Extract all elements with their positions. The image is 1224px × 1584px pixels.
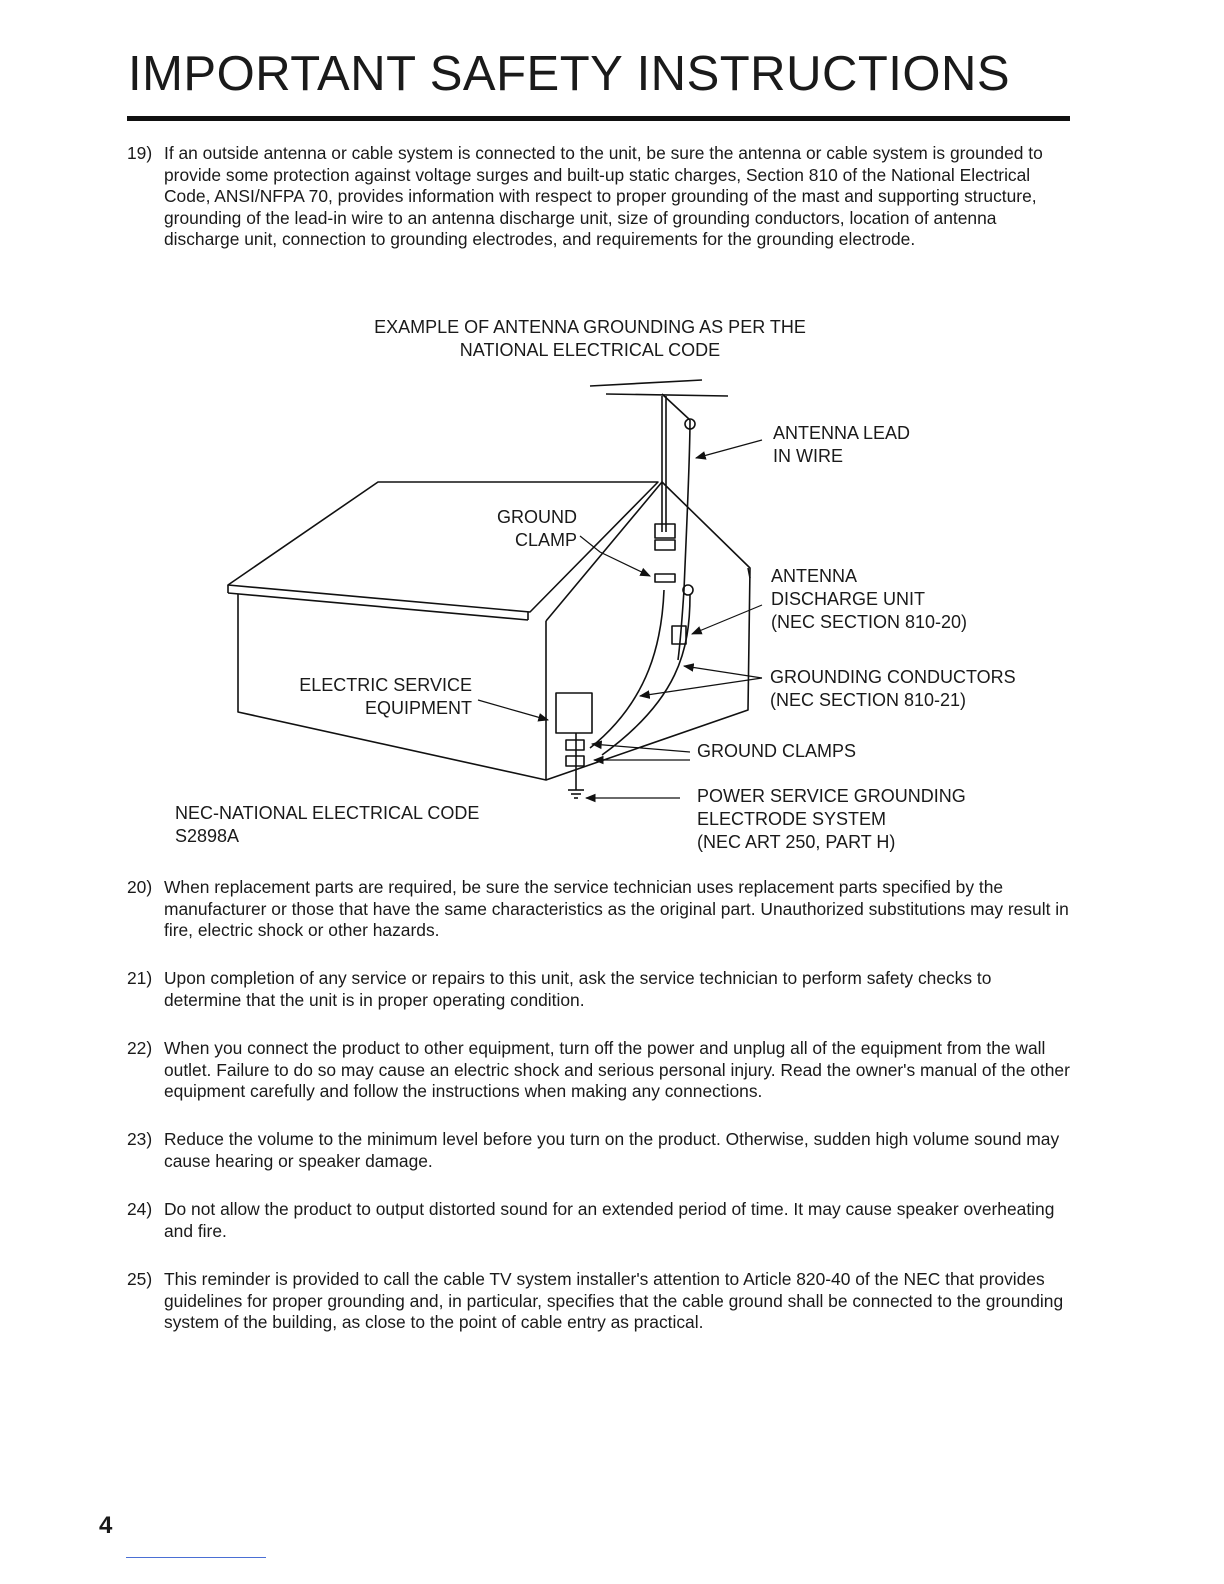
page-number: 4 bbox=[99, 1512, 113, 1539]
footer-divider bbox=[126, 1557, 266, 1558]
label-ground-clamp: GROUND CLAMP bbox=[497, 507, 577, 550]
item-number: 23) bbox=[127, 1129, 153, 1149]
item-text: If an outside antenna or cable system is connected to the unit, be sure the antenna or cable system is grounded to provide some protection against voltage surges and built-up static charges, Section 810 of the National Electrical Code, ANSI/NFPA 70, provides information with respect to proper grounding of the mast and supporting structure, grounding of the lead-in wire to an antenna discharge unit, size of grounding conductors, location of antenna discharge unit, connection to grounding electrodes, and requirements for the grounding electrode. bbox=[164, 143, 1043, 249]
label-antenna-discharge-unit: ANTENNA DISCHARGE UNIT (NEC SECTION 810-20) bbox=[771, 566, 968, 632]
instruction-item-20 bbox=[127, 877, 1072, 942]
diagram-caption: EXAMPLE OF ANTENNA GROUNDING AS PER THE NATIONAL ELECTRICAL CODE bbox=[374, 317, 806, 360]
item-text: Do not allow the product to output distorted sound for an extended period of time. It may cause speaker overheating and fire. bbox=[164, 1199, 1055, 1241]
item-text: Reduce the volume to the minimum level before you turn on the product. Otherwise, sudden high volume sound may cause hearing or speaker damage. bbox=[164, 1129, 1060, 1171]
label-electric-service-equipment: ELECTRIC SERVICE EQUIPMENT bbox=[299, 675, 472, 718]
item-number: 21) bbox=[127, 968, 153, 988]
item-number: 24) bbox=[127, 1199, 153, 1219]
label-nec-note: NEC-NATIONAL ELECTRICAL CODE S2898A bbox=[175, 803, 480, 846]
instruction-item-19 bbox=[127, 143, 1072, 251]
diagram-drawing bbox=[0, 300, 1224, 870]
page-title: IMPORTANT SAFETY INSTRUCTIONS bbox=[128, 47, 1011, 101]
item-number: 19) bbox=[127, 143, 153, 163]
item-number: 20) bbox=[127, 877, 153, 897]
instruction-item-21 bbox=[127, 968, 1072, 1011]
title-rule bbox=[127, 116, 1070, 121]
item-text: This reminder is provided to call the cable TV system installer's attention to Article 820-40 of the NEC that provides guidelines for proper grounding and, in particular, specifies that the cable ground shall be connected to the grounding system of the building, as close to the point of cable entry as practical. bbox=[164, 1269, 1064, 1332]
label-power-service-grounding: POWER SERVICE GROUNDING ELECTRODE SYSTEM (NEC ART 250, PART H) bbox=[697, 786, 966, 852]
instruction-item-25 bbox=[127, 1269, 1072, 1334]
item-number: 25) bbox=[127, 1269, 153, 1289]
instruction-item-22 bbox=[127, 1038, 1072, 1103]
label-ground-clamps: GROUND CLAMPS bbox=[697, 741, 857, 761]
antenna-grounding-diagram bbox=[0, 300, 1224, 870]
label-grounding-conductors: GROUNDING CONDUCTORS (NEC SECTION 810-21) bbox=[770, 667, 1016, 710]
instruction-item-23 bbox=[127, 1129, 1072, 1172]
instruction-item-24 bbox=[127, 1199, 1072, 1242]
item-number: 22) bbox=[127, 1038, 153, 1058]
item-text: When replacement parts are required, be sure the service technician uses replacement parts specified by the manufacturer or those that have the same characteristics as the original part. Unauthorized substitutions may result in fire, electric shock or other hazards. bbox=[164, 877, 1069, 940]
item-text: When you connect the product to other equipment, turn off the power and unplug all of the equipment from the wall outlet. Failure to do so may cause an electric shock and serious personal injury. Read the owner's manual of the other equipment carefully and follow the instructions when making any connections. bbox=[164, 1038, 1070, 1101]
item-text: Upon completion of any service or repairs to this unit, ask the service technician to perform safety checks to determine that the unit is in proper operating condition. bbox=[164, 968, 992, 1010]
label-antenna-lead: ANTENNA LEAD IN WIRE bbox=[773, 423, 911, 466]
